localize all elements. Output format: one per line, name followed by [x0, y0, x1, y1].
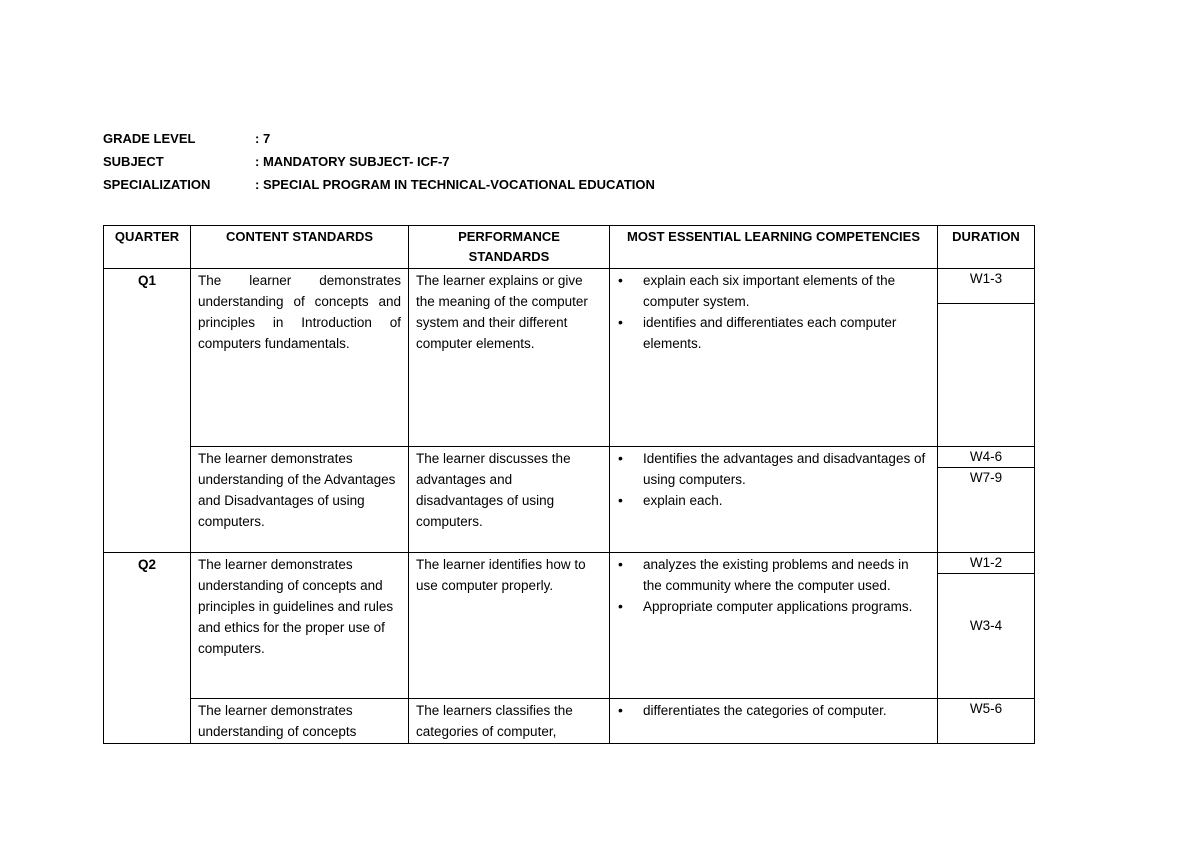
competencies-cell [610, 447, 938, 553]
duration-value: W4-6 [938, 447, 1034, 468]
subject-row [103, 150, 655, 173]
performance-standard-cell: The learner discusses the advantages and disadvantages of using computers. [409, 447, 610, 553]
competencies-cell [610, 553, 938, 699]
content-standard-cell: The learner demonstrates understanding of concepts [191, 699, 409, 744]
competencies-cell [610, 699, 938, 744]
content-standard-cell: The learner demonstrates understanding of concepts and principles in guidelines and rules and ethics for the proper use of computers. [191, 553, 409, 699]
list-item: • differentiates the categories of computer. [643, 700, 930, 721]
quarter-cell: Q2 [104, 553, 191, 744]
duration-value [938, 304, 1034, 324]
performance-standard-cell: The learner identifies how to use computer properly. [409, 553, 610, 699]
quarter-cell: Q1 [104, 269, 191, 553]
duration-value: W5-6 [969, 701, 1003, 716]
list-item: • Appropriate computer applications programs. [643, 596, 930, 617]
list-item: • Identifies the advantages and disadvantages of using computers. [643, 448, 930, 490]
col-header-duration: DURATION [938, 226, 1035, 269]
content-standard-cell: The learner demonstrates understanding of the Advantages and Disadvantages of using computers. [191, 447, 409, 553]
list-item: • explain each. [643, 490, 930, 511]
table-row [104, 447, 1035, 553]
col-header-performance-standards: PERFORMANCE STANDARDS [409, 226, 610, 269]
curriculum-table [103, 225, 1035, 744]
performance-standard-cell: The learners classifies the categories of computer, [409, 699, 610, 744]
list-item: • identifies and differentiates each computer elements. [643, 312, 930, 354]
competencies-list [617, 270, 930, 354]
col-header-quarter: QUARTER [104, 226, 191, 269]
duration-cell [938, 699, 1035, 744]
duration-value: W3-4 [969, 618, 1003, 633]
grade-level-label: GRADE LEVEL [103, 131, 196, 146]
document-header [103, 127, 655, 196]
competencies-cell [610, 269, 938, 447]
list-item: • explain each six important elements of the computer system. [643, 270, 930, 312]
content-standard-cell: The learner demonstrates understanding of concepts and principles in Introduction of computers fundamentals. [191, 269, 409, 447]
duration-value: W7-9 [969, 470, 1003, 485]
duration-value: W1-3 [938, 269, 1034, 304]
table-row [104, 553, 1035, 699]
subject-label: SUBJECT [103, 154, 164, 169]
duration-cell [938, 447, 1035, 553]
performance-standard-cell: The learner explains or give the meaning of the computer system and their different computer elements. [409, 269, 610, 447]
competencies-list [617, 554, 930, 617]
duration-cell [938, 553, 1035, 699]
grade-level-row [103, 127, 655, 150]
col-header-content-standards: CONTENT STANDARDS [191, 226, 409, 269]
specialization-value: : SPECIAL PROGRAM IN TECHNICAL-VOCATIONAL EDUCATION [255, 177, 655, 192]
table-row [104, 269, 1035, 447]
specialization-label: SPECIALIZATION [103, 177, 211, 192]
specialization-row [103, 173, 655, 196]
competencies-list [617, 448, 930, 511]
col-header-competencies: MOST ESSENTIAL LEARNING COMPETENCIES [610, 226, 938, 269]
subject-value: : MANDATORY SUBJECT- ICF-7 [255, 154, 450, 169]
list-item: • analyzes the existing problems and needs in the community where the computer used. [643, 554, 930, 596]
table-row [104, 699, 1035, 744]
competencies-list [617, 700, 930, 721]
duration-value: W1-2 [938, 553, 1034, 574]
table-header-row [104, 226, 1035, 269]
grade-level-value: : 7 [255, 131, 271, 146]
duration-cell [938, 269, 1035, 447]
